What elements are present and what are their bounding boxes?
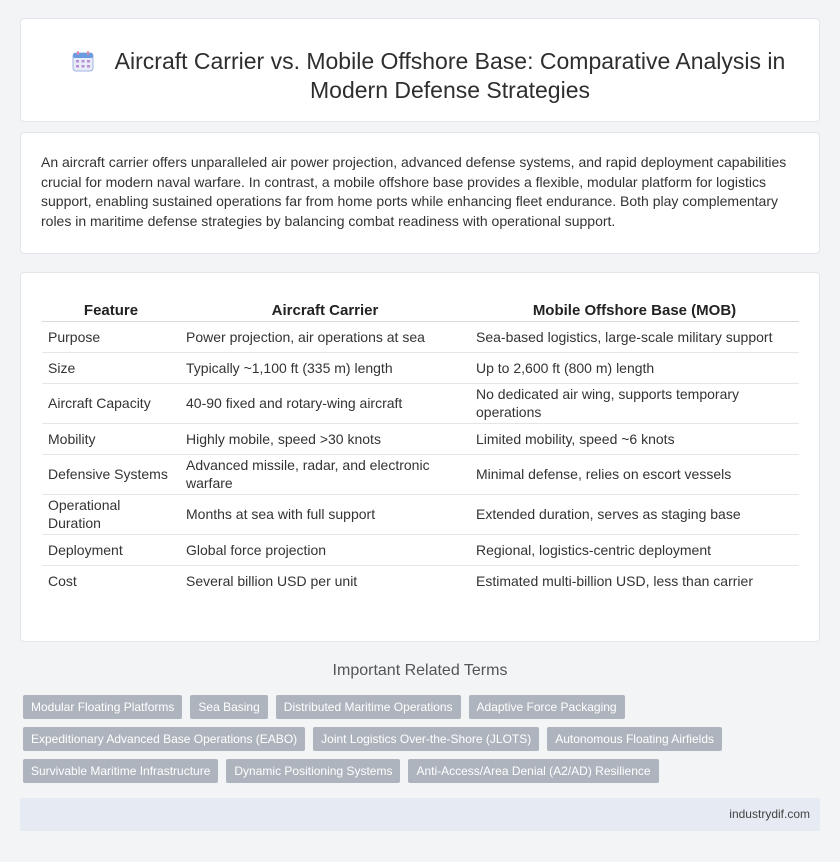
intro-card (20, 132, 820, 254)
cell-feature: Defensive Systems (42, 454, 180, 494)
table-row (42, 534, 799, 565)
cell-carrier: Typically ~1,100 ft (335 m) length (180, 352, 470, 383)
cell-mob: Up to 2,600 ft (800 m) length (470, 352, 799, 383)
term-tag[interactable]: Dynamic Positioning Systems (226, 759, 400, 783)
cell-mob: Sea-based logistics, large-scale military support (470, 321, 799, 352)
cell-carrier: Several billion USD per unit (186, 572, 358, 589)
cell-carrier: Advanced missile, radar, and electronic warfare (180, 454, 470, 494)
cell-feature: Size (42, 352, 180, 383)
cell-carrier: Highly mobile, speed >30 knots (180, 423, 470, 454)
header-feature: Feature (42, 295, 180, 321)
table-row (42, 352, 799, 383)
term-tag[interactable]: Survivable Maritime Infrastructure (23, 759, 218, 783)
title-card (20, 18, 820, 122)
cell-mob: Minimal defense, relies on escort vessels (470, 454, 799, 494)
term-tag[interactable]: Modular Floating Platforms (23, 695, 182, 719)
comparison-table (42, 295, 799, 596)
table-row (42, 565, 799, 596)
term-tag[interactable]: Anti-Access/Area Denial (A2/AD) Resilience (408, 759, 658, 783)
cell-mob: Limited mobility, speed ~6 knots (470, 423, 799, 454)
cell-feature: Aircraft Capacity (42, 383, 180, 423)
cell-carrier: Months at sea with full support (180, 494, 470, 534)
cell-feature: Purpose (42, 321, 180, 352)
cell-carrier: Global force projection (180, 534, 470, 565)
table-row (42, 423, 799, 454)
term-row (23, 695, 823, 719)
cell-feature: Deployment (42, 534, 180, 565)
table-header-row (42, 295, 799, 321)
term-tag[interactable]: Sea Basing (190, 695, 267, 719)
cell-feature: Cost (48, 572, 77, 589)
intro-paragraph: An aircraft carrier offers unparalleled air power projection, advanced defense systems, and rapid deployment capabilities crucial for modern naval warfare. In contrast, a mobile offshore base provides a flexible, modular platform for logistics support, enabling sustained operations far from home ports while enhancing fleet endurance. Both play complementary roles in maritime defense strategies by balancing combat readiness with operational support. (41, 154, 787, 229)
header-aircraft-carrier: Aircraft Carrier (180, 295, 470, 321)
term-tag[interactable]: Joint Logistics Over-the-Shore (JLOTS) (313, 727, 539, 751)
table-row (42, 321, 799, 352)
related-terms-heading: Important Related Terms (332, 662, 508, 679)
cell-carrier: Power projection, air operations at sea (180, 321, 470, 352)
footer (20, 798, 820, 831)
cell-carrier: 40-90 fixed and rotary-wing aircraft (180, 383, 470, 423)
cell-feature: Mobility (42, 423, 180, 454)
cell-mob: Regional, logistics-centric deployment (470, 534, 799, 565)
footer-site-link[interactable]: industrydif.com (729, 807, 810, 821)
term-tag[interactable]: Autonomous Floating Airfields (547, 727, 722, 751)
header-mobile-offshore-base: Mobile Offshore Base (MOB) (470, 295, 799, 321)
related-terms-list (23, 695, 823, 791)
cell-mob: Extended duration, serves as staging base (470, 494, 799, 534)
table-row (42, 383, 799, 423)
comparison-table-card (20, 272, 820, 642)
cell-mob: Estimated multi-billion USD, less than carrier (476, 572, 753, 589)
term-tag[interactable]: Adaptive Force Packaging (469, 695, 625, 719)
cell-mob: No dedicated air wing, supports temporary operations (470, 383, 799, 423)
term-row (23, 759, 823, 783)
cell-feature: Operational Duration (42, 494, 180, 534)
page-title: Aircraft Carrier vs. Mobile Offshore Base: Comparative Analysis in Modern Defense Strategies (114, 48, 786, 103)
term-row (23, 727, 823, 751)
term-tag[interactable]: Distributed Maritime Operations (276, 695, 461, 719)
table-row (42, 494, 799, 534)
table-row (42, 454, 799, 494)
term-tag[interactable]: Expeditionary Advanced Base Operations (EABO) (23, 727, 305, 751)
